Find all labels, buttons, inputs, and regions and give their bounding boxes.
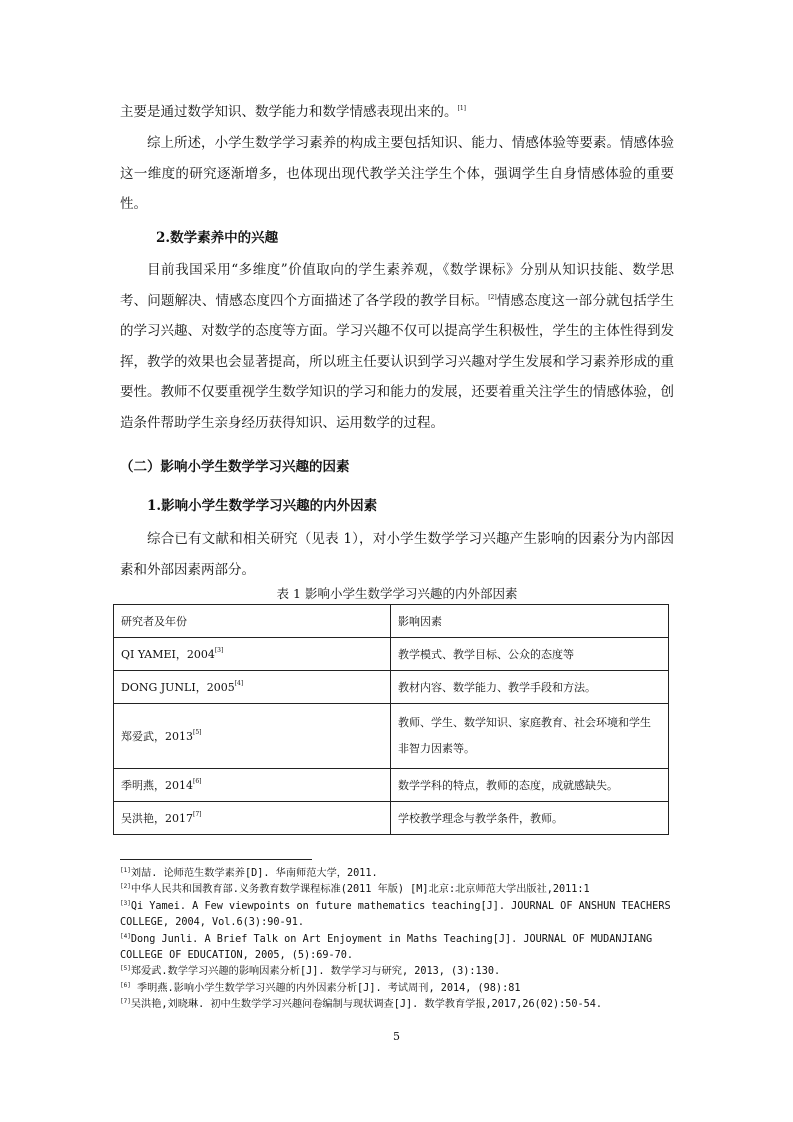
- paragraph-4: 综合已有文献和相关研究（见表 1），对小学生数学学习兴趣产生影响的因素分为内部因素和外部因素两部分。: [120, 531, 674, 578]
- footnote-text: Dong Junli. A Brief Talk on Art Enjoyment in Maths Teaching[J]. JOURNAL OF MUDANJIANG COLLEGE OF EDUCATION, 2005, (5):69-70.: [120, 933, 653, 962]
- table-row: [114, 802, 669, 835]
- footnotes: [120, 866, 680, 1014]
- footnote-text: Qi Yamei. A Few viewpoints on future mathematics teaching[J]. JOURNAL OF ANSHUN TEACHERS COLLEGE, 2004, Vol.6(3):90-91.: [120, 900, 671, 929]
- citation-ref-2: [2]: [488, 293, 497, 301]
- table-cell-factors: 教学模式、教学目标、公众的态度等: [391, 638, 669, 671]
- table-cell-researcher: [114, 638, 391, 671]
- table-cell-factors: 数学学科的特点，教师的态度，成就感缺失。: [391, 769, 669, 802]
- paragraph-1-text: 主要是通过数学知识、数学能力和数学情感表现出来的。: [120, 104, 458, 120]
- heading-influencing-factors: （二）影响小学生数学学习兴趣的因素: [120, 459, 350, 475]
- footnote-item: [120, 882, 680, 898]
- paragraph-3-text-b: 情感态度这一部分就包括学生的学习兴趣、对数学的态度等方面。学习兴趣不仅可以提高学生积极性，学生的主体性得到发挥，教学的效果也会显著提高，所以班主任要认识到学习兴趣对学生发展和学习素养形成的重要性。教师不仅要重视学生数学知识的学习和能力的发展，还要着重关注学生的情感体验，创造条件帮助学生亲身经历获得知识、运用数学的过程。: [120, 292, 675, 431]
- footnote-item: [120, 997, 680, 1013]
- citation-ref-5: [5]: [193, 728, 202, 736]
- table-header-row: [114, 605, 669, 638]
- footnote-text: 中华人民共和国教育部.义务教育数学课程标准(2011 年版) [M]北京:北京师范大学出版社,2011:1: [130, 884, 590, 896]
- table-cell-factors: 学校教学理念与教学条件，教师。: [391, 802, 669, 835]
- table-cell-researcher: [114, 704, 391, 769]
- table-row: [114, 769, 669, 802]
- footnote-item: [120, 866, 680, 882]
- table-row: [114, 704, 669, 769]
- table-header-researcher: 研究者及年份: [114, 605, 391, 638]
- table-row: [114, 671, 669, 704]
- paragraph-2: 综上所述，小学生数学学习素养的构成主要包括知识、能力、情感体验等要素。情感体验这一维度的研究逐渐增多，也体现出现代教学关注学生个体，强调学生自身情感体验的重要性。: [120, 135, 674, 212]
- footnote-text: 吴洪艳,刘晓琳. 初中生数学学习兴趣问卷编制与现状调查[J]. 数学教育学报,2017,26(02):50-54.: [130, 999, 603, 1011]
- citation-ref-1: [1]: [457, 105, 466, 112]
- factors-table: [113, 604, 669, 835]
- table-header-factors: 影响因素: [391, 605, 669, 638]
- paragraph-1: [120, 97, 674, 128]
- heading-internal-external-factors: 1.影响小学生数学学习兴趣的内外因素: [147, 498, 378, 514]
- footnote-mark: [7]: [120, 998, 131, 1006]
- citation-ref-6: [6]: [193, 777, 202, 785]
- table-cell-researcher: [114, 671, 391, 704]
- citation-ref-3: [3]: [214, 646, 224, 654]
- citation-ref-4: [4]: [234, 679, 244, 687]
- footnote-mark: [2]: [120, 883, 131, 891]
- citation-ref-7: [7]: [193, 810, 202, 818]
- table-cell-factors: 教材内容、数学能力、教学手段和方法。: [391, 671, 669, 704]
- researcher-name: DONG JUNLI，2005: [121, 680, 235, 694]
- footnote-mark: [6]: [120, 981, 131, 989]
- footnote-mark: [1]: [120, 867, 131, 874]
- footnote-text: 季明燕.影响小学生数学学习兴趣的内外因素分析[J]. 考试周刊, 2014, (98):81: [130, 982, 521, 994]
- footnote-item: [120, 932, 680, 965]
- page-number: 5: [393, 1030, 400, 1043]
- researcher-name: 季明燕，2014: [121, 778, 193, 792]
- table-cell-researcher: [114, 802, 391, 835]
- footnote-item: [120, 899, 680, 932]
- heading-interest-in-math-literacy: 2.数学素养中的兴趣: [156, 230, 279, 246]
- footnote-item: [120, 981, 680, 997]
- table-cell-factors: 教师、学生、数学知识、家庭教育、社会环境和学生非智力因素等。: [391, 704, 669, 769]
- researcher-name: QI YAMEI，2004: [121, 647, 215, 661]
- footnote-item: [120, 964, 680, 980]
- researcher-name: 吴洪艳，2017: [121, 811, 193, 825]
- table-row: [114, 638, 669, 671]
- table-caption: 表 1 影响小学生数学学习兴趣的内外部因素: [276, 586, 518, 601]
- footnote-mark: [4]: [120, 932, 131, 940]
- researcher-name: 郑爱武，2013: [121, 729, 193, 743]
- table-cell-researcher: [114, 769, 391, 802]
- paragraph-3: [120, 255, 674, 438]
- footnote-mark: [5]: [120, 965, 131, 973]
- footnote-text: 刘喆. 论师范生数学素养[D]. 华南师范大学，2011.: [130, 868, 378, 879]
- paragraph-3-text-a: 目前我国采用“多维度”价值取向的学生素养观，《数学课标》分别从知识技能、数学思考、问题解决、情感态度四个方面描述了各学段的教学目标。: [120, 262, 674, 309]
- footnote-divider: [120, 859, 312, 860]
- footnote-text: 郑爱武.数学学习兴趣的影响因素分析[J]. 数学学习与研究, 2013, (3):130.: [130, 966, 501, 978]
- footnote-mark: [3]: [120, 899, 131, 907]
